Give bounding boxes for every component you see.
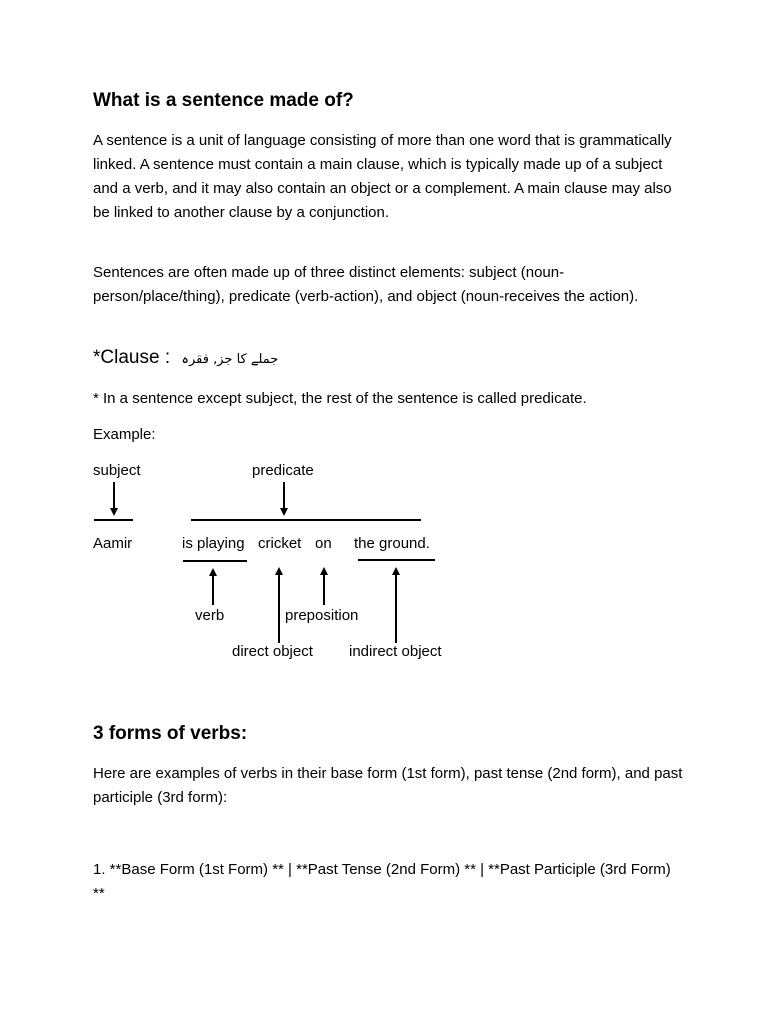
diagram-word-subject: Aamir xyxy=(93,535,133,552)
diagram-preposition-label: preposition xyxy=(285,607,359,624)
example-label: Example: xyxy=(93,426,156,443)
section-title-verb-forms: 3 forms of verbs: xyxy=(93,723,248,744)
paragraph-sentence-elements: Sentences are often made up of three distinct elements: subject (noun-person/place/thing), predicate (verb-action), and object (noun-receives the action). xyxy=(93,264,639,305)
diagram-word-preposition: on xyxy=(315,535,332,552)
predicate-note: * In a sentence except subject, the rest of the sentence is called predicate. xyxy=(93,390,587,407)
diagram-direct-object-label: direct object xyxy=(232,643,313,660)
diagram-indirect-object-label: indirect object xyxy=(349,643,442,660)
clause-urdu-meaning: جملے کا جز, فقرہ xyxy=(181,352,279,367)
diagram-predicate-label: predicate xyxy=(252,462,314,479)
diagram-subject-label: subject xyxy=(93,462,141,479)
diagram-word-indirect-object: the ground. xyxy=(354,535,430,552)
paragraph-sentence-definition: A sentence is a unit of language consisting of more than one word that is grammatically linked. A sentence must contain a main clause, which is typically made up of a subject and a verb, and it may also contain an object or a complement. A main clause may also be linked to another clause by a conjunction. xyxy=(93,132,672,221)
list-item-verb-forms-header: 1. **Base Form (1st Form) ** | **Past Tense (2nd Form) ** | **Past Participle (3rd Form) ** xyxy=(93,861,671,902)
clause-label: *Clause : xyxy=(93,347,171,368)
diagram-word-verb: is playing xyxy=(182,535,245,552)
paragraph-verb-forms-intro: Here are examples of verbs in their base form (1st form), past tense (2nd form), and past participle (3rd form): xyxy=(93,765,683,806)
section-title-sentence: What is a sentence made of? xyxy=(93,90,354,111)
diagram-verb-label: verb xyxy=(195,607,225,624)
diagram-word-direct-object: cricket xyxy=(258,535,302,552)
